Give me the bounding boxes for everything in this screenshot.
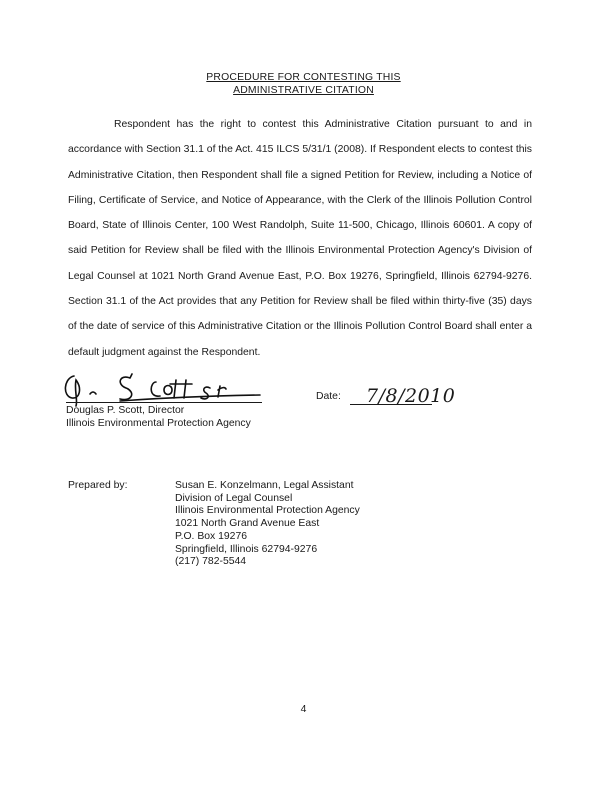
preparer-name: Susan E. Konzelmann, Legal Assistant <box>175 480 354 491</box>
preparer-division: Division of Legal Counsel <box>175 492 293 504</box>
signer-name: Douglas P. Scott, Director <box>66 405 185 416</box>
preparer-street: 1021 North Grand Avenue East <box>175 518 320 530</box>
prepared-by-label: Prepared by: <box>68 480 128 491</box>
signer-agency: Illinois Environmental Protection Agency <box>66 418 251 429</box>
prepared-by-address <box>175 480 360 569</box>
preparer-phone: (217) 782-5544 <box>175 556 247 568</box>
body-paragraph: Respondent has the right to contest this Administrative Citation pursuant to and in accordance with Section 31.1 of the Act. 415 ILCS 5/31/1 (2008). If Respondent elects to contest this Administrative Citation, then Respondent shall file a signed Petition for Review, including a Notice of Filing, Certificate of Service, and Notice of Appearance, with the Clerk of the Illinois Pollution Control Board, State of Illinois Center, 100 West Randolph, Suite 11-500, Chicago, Illinois 60601. A copy of said Petition for Review shall be filed with the Illinois Environmental Protection Agency's Division of Legal Counsel at 1021 North Grand Avenue East, P.O. Box 19276, Springfield, Illinois 62794-9276. Section 31.1 of the Act provides that any Petition for Review shall be filed within thirty-five (35) days of the date of service of this Administrative Citation or the Illinois Pollution Control Board shall enter a default judgment against the Respondent. <box>68 119 532 358</box>
page-number: 4 <box>300 704 307 715</box>
date-line <box>350 404 432 405</box>
document-title-line-1: PROCEDURE FOR CONTESTING THIS <box>206 72 401 83</box>
document-title-line-2: ADMINISTRATIVE CITATION <box>233 85 374 96</box>
preparer-po-box: P.O. Box 19276 <box>175 530 248 542</box>
signed-date: 7/8/2010 <box>366 385 456 407</box>
preparer-agency: Illinois Environmental Protection Agency <box>175 505 360 517</box>
date-label: Date: <box>316 391 341 402</box>
preparer-city: Springfield, Illinois 62794-9276 <box>175 543 318 555</box>
signature-line <box>66 402 262 403</box>
